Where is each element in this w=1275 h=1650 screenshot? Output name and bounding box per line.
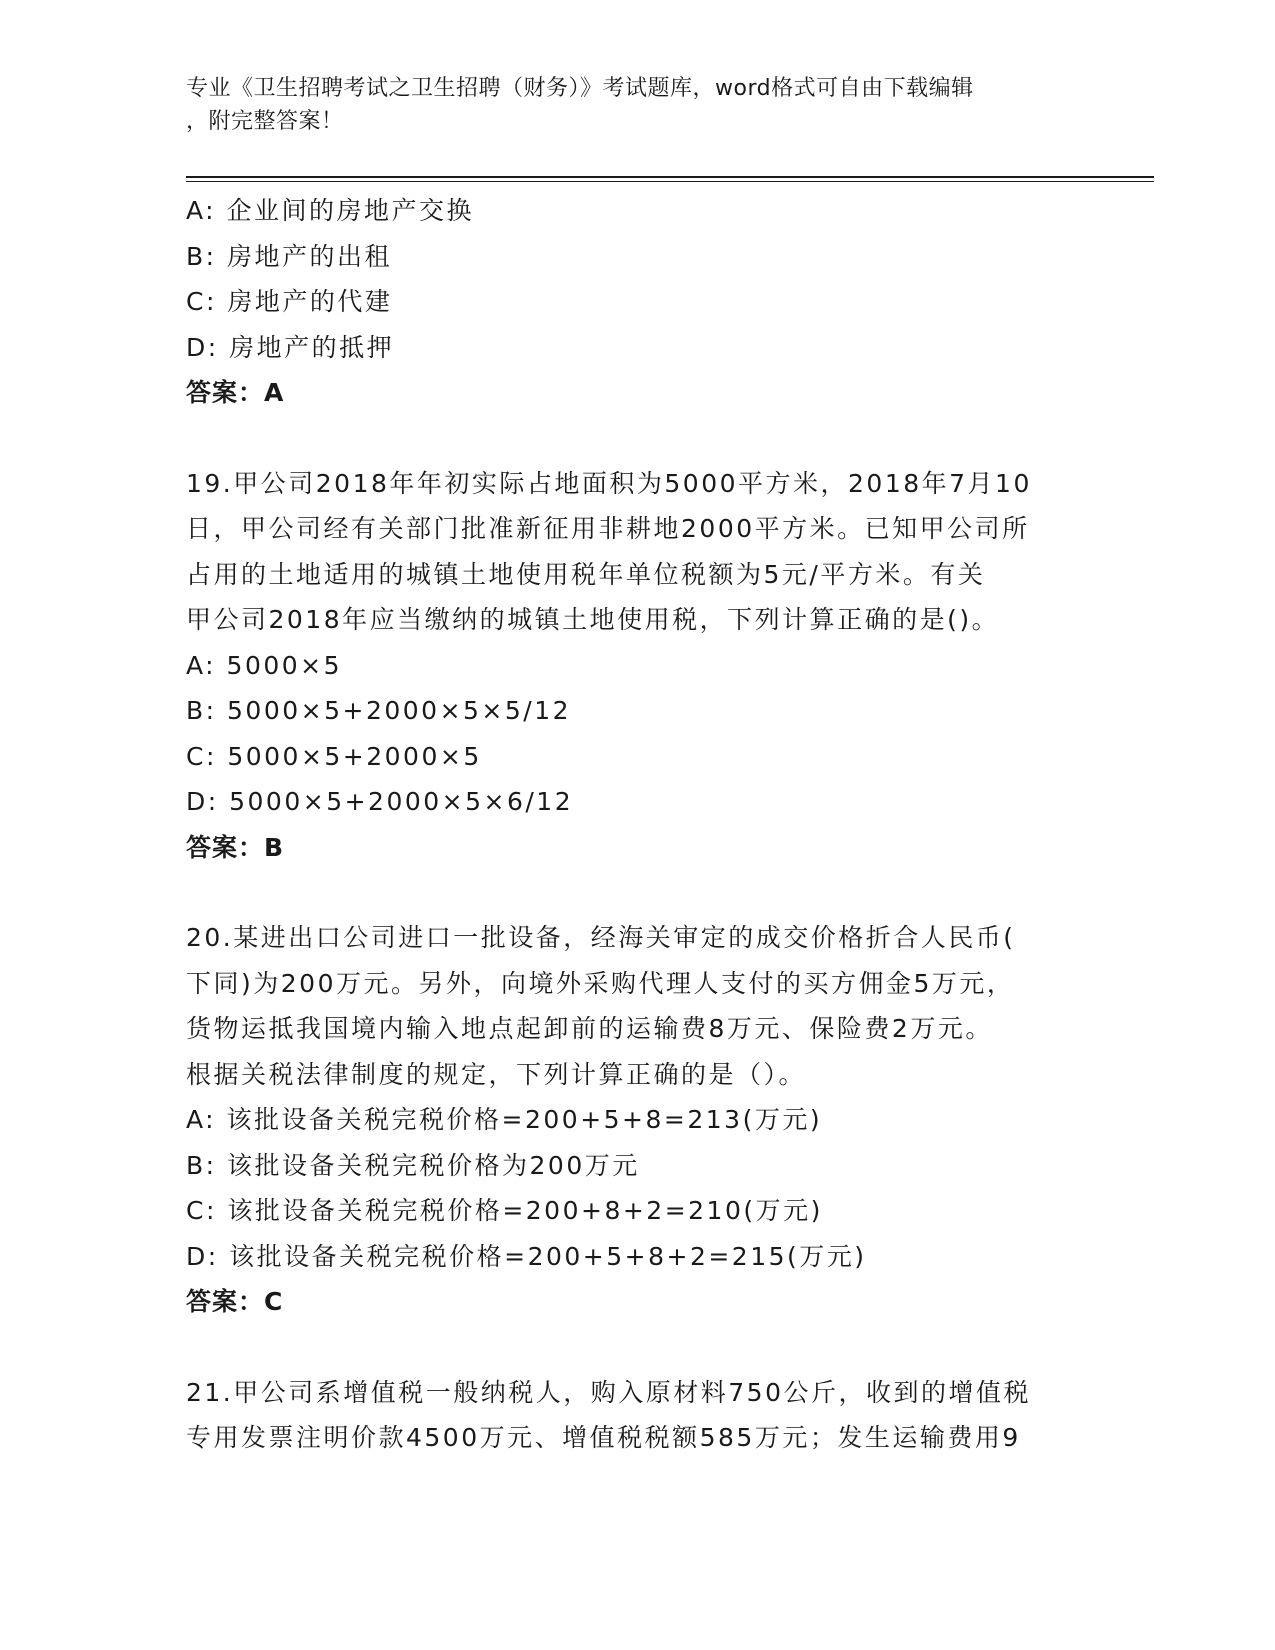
header-line-1: 专业《卫生招聘考试之卫生招聘（财务）》考试题库，word格式可自由下载编辑 <box>186 76 974 101</box>
header-divider-thin <box>186 181 1154 182</box>
question-text-line: 根据关税法律制度的规定，下列计算正确的是（）。 <box>186 1059 807 1089</box>
option-d: D: 5000×5+2000×5×6/12 <box>186 787 574 816</box>
option-d: D: 该批设备关税完税价格=200+5+8+2=215(万元) <box>186 1241 867 1271</box>
spacer <box>186 416 1086 461</box>
answer: 答案：B <box>186 832 285 862</box>
option-c: C: 该批设备关税完税价格=200+8+2=210(万元) <box>186 1196 823 1225</box>
header-divider-thick <box>186 176 1154 178</box>
question-text-line: 20.某进出口公司进口一批设备，经海关审定的成交价格折合人民币( <box>186 923 1016 952</box>
option-a: A: 企业间的房地产交换 <box>186 196 475 225</box>
question-text-line: 货物运抵我国境内输入地点起卸前的运输费8万元、保险费2万元。 <box>186 1014 993 1043</box>
question-text-line: 占用的土地适用的城镇土地使用税年单位税额为5元/平方米。有关 <box>186 559 986 589</box>
spacer <box>186 870 1086 915</box>
header-line-2: ，附完整答案！ <box>186 109 344 134</box>
question-20 <box>186 915 1086 1325</box>
question-text-line: 专用发票注明价款4500万元、增值税税额585万元；发生运输费用9 <box>186 1423 1021 1452</box>
answer: 答案：A <box>186 378 285 407</box>
option-a: A: 5000×5 <box>186 650 343 680</box>
spacer <box>186 1325 1086 1370</box>
option-b: B: 该批设备关税完税价格为200万元 <box>186 1150 640 1180</box>
option-d: D: 房地产的抵押 <box>186 332 395 362</box>
question-text-line: 19.甲公司2018年年初实际占地面积为5000平方米，2018年7月10 <box>186 468 1032 498</box>
question-text-line: 甲公司2018年应当缴纳的城镇土地使用税，下列计算正确的是()。 <box>186 605 1000 634</box>
option-c: C: 5000×5+2000×5 <box>186 741 482 771</box>
question-19 <box>186 461 1086 871</box>
document-body <box>186 188 1086 1461</box>
document-header <box>186 72 1066 138</box>
question-text-line: 日，甲公司经有关部门批准新征用非耕地2000平方米。已知甲公司所 <box>186 514 1030 543</box>
option-c: C: 房地产的代建 <box>186 287 393 316</box>
option-b: B: 房地产的出租 <box>186 241 393 271</box>
question-21 <box>186 1370 1086 1461</box>
question-text-line: 21.甲公司系增值税一般纳税人，购入原材料750公斤，收到的增值税 <box>186 1377 1031 1407</box>
option-b: B: 5000×5+2000×5×5/12 <box>186 696 572 725</box>
question-text-line: 下同)为200万元。另外，向境外采购代理人支付的买方佣金5万元， <box>186 968 1015 998</box>
answer: 答案：C <box>186 1287 284 1316</box>
question-18 <box>186 188 1086 416</box>
option-a: A: 该批设备关税完税价格=200+5+8=213(万元) <box>186 1105 823 1134</box>
